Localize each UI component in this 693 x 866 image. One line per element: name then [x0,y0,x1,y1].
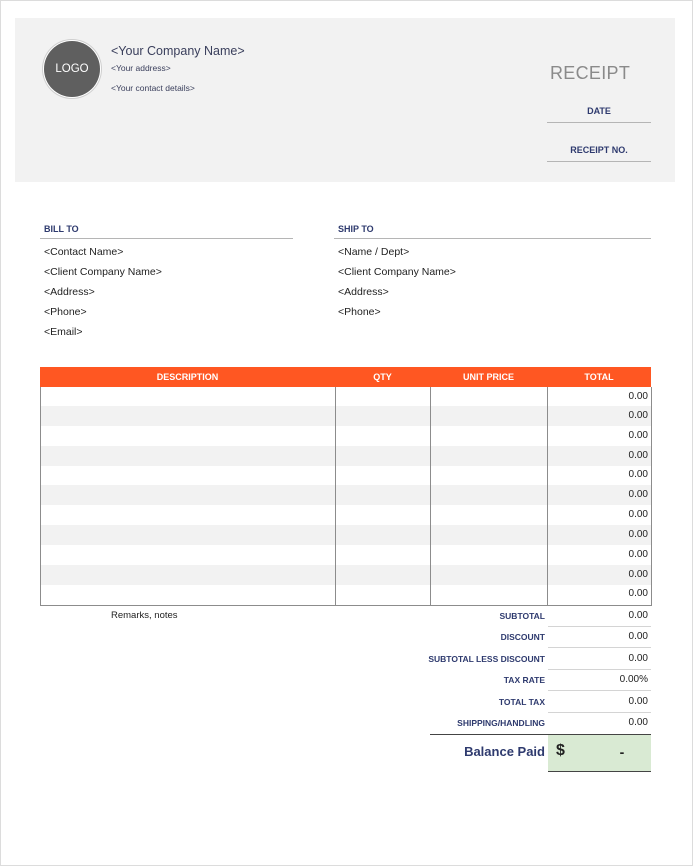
ship-to-heading: SHIP TO [338,224,374,234]
column-header-total: TOTAL [584,372,614,382]
discount-value: 0.00 [628,631,648,642]
row-total: 0.00 [628,450,648,461]
ship-to-name: <Name / Dept> [338,246,410,258]
total-tax-value: 0.00 [628,696,648,707]
row-total: 0.00 [628,391,648,402]
ship-to-address: <Address> [338,286,389,298]
row-total: 0.00 [628,509,648,520]
row-total: 0.00 [628,529,648,540]
totals-divider [548,669,651,670]
tax-rate-value: 0.00% [619,674,648,685]
bill-to-company: <Client Company Name> [44,266,162,278]
date-label: DATE [587,106,611,116]
totals-divider [548,647,651,648]
bill-to-heading: BILL TO [44,224,79,234]
table-row[interactable] [40,584,651,604]
balance-currency-symbol: $ [556,742,565,759]
remarks-notes: Remarks, notes [111,610,178,621]
table-row[interactable] [40,426,651,446]
row-total: 0.00 [628,410,648,421]
table-border-left [40,387,41,605]
table-row[interactable] [40,406,651,426]
date-field-line [547,122,651,123]
bill-to-email: <Email> [44,326,83,338]
table-row[interactable] [40,545,651,565]
balance-bottom-border [548,771,651,772]
discount-label: DISCOUNT [500,632,545,642]
receipt-title: RECEIPT [550,63,631,83]
balance-paid-label: Balance Paid [464,744,545,759]
bill-to-address: <Address> [44,286,95,298]
table-row[interactable] [40,525,651,545]
company-name: <Your Company Name> [111,44,245,58]
ship-to-phone: <Phone> [338,306,381,318]
logo-placeholder: LOGO [44,41,100,97]
header-band [15,18,675,182]
shipping-handling-value: 0.00 [628,717,648,728]
row-total: 0.00 [628,469,648,480]
shipping-handling-label: SHIPPING/HANDLING [457,718,545,728]
table-row[interactable] [40,505,651,525]
bill-to-contact-name: <Contact Name> [44,246,124,258]
column-divider [430,387,431,605]
table-row[interactable] [40,565,651,585]
items-table-header [40,367,651,387]
company-address: <Your address> [111,63,171,73]
ship-to-divider [334,238,651,239]
subtotal-label: SUBTOTAL [499,611,545,621]
subtotal-value: 0.00 [628,610,648,621]
row-total: 0.00 [628,549,648,560]
table-row[interactable] [40,387,651,407]
column-divider [547,387,548,605]
receipt-no-label: RECEIPT NO. [570,145,628,155]
ship-to-company: <Client Company Name> [338,266,456,278]
row-total: 0.00 [628,430,648,441]
bill-to-divider [40,238,293,239]
subtotal-less-discount-value: 0.00 [628,653,648,664]
column-header-unit-price: UNIT PRICE [462,372,514,382]
totals-divider [548,690,651,691]
subtotal-less-discount-label: SUBTOTAL LESS DISCOUNT [428,654,545,664]
receipt-no-field-line [547,161,651,162]
tax-rate-label: TAX RATE [503,675,545,685]
column-header-description: DESCRIPTION [156,372,219,382]
column-divider [335,387,336,605]
row-total: 0.00 [628,588,648,599]
table-row[interactable] [40,446,651,466]
table-row[interactable] [40,465,651,485]
company-contact: <Your contact details> [111,83,195,93]
row-total: 0.00 [628,569,648,580]
bill-to-phone: <Phone> [44,306,87,318]
column-header-qty: QTY [373,372,392,382]
totals-divider [548,712,651,713]
total-tax-label: TOTAL TAX [498,697,545,707]
totals-divider [548,626,651,627]
balance-paid-value: - [619,744,625,760]
row-total: 0.00 [628,489,648,500]
table-row[interactable] [40,485,651,505]
table-border-bottom [40,605,652,606]
items-table-body [40,387,651,605]
table-border-right [651,387,652,605]
